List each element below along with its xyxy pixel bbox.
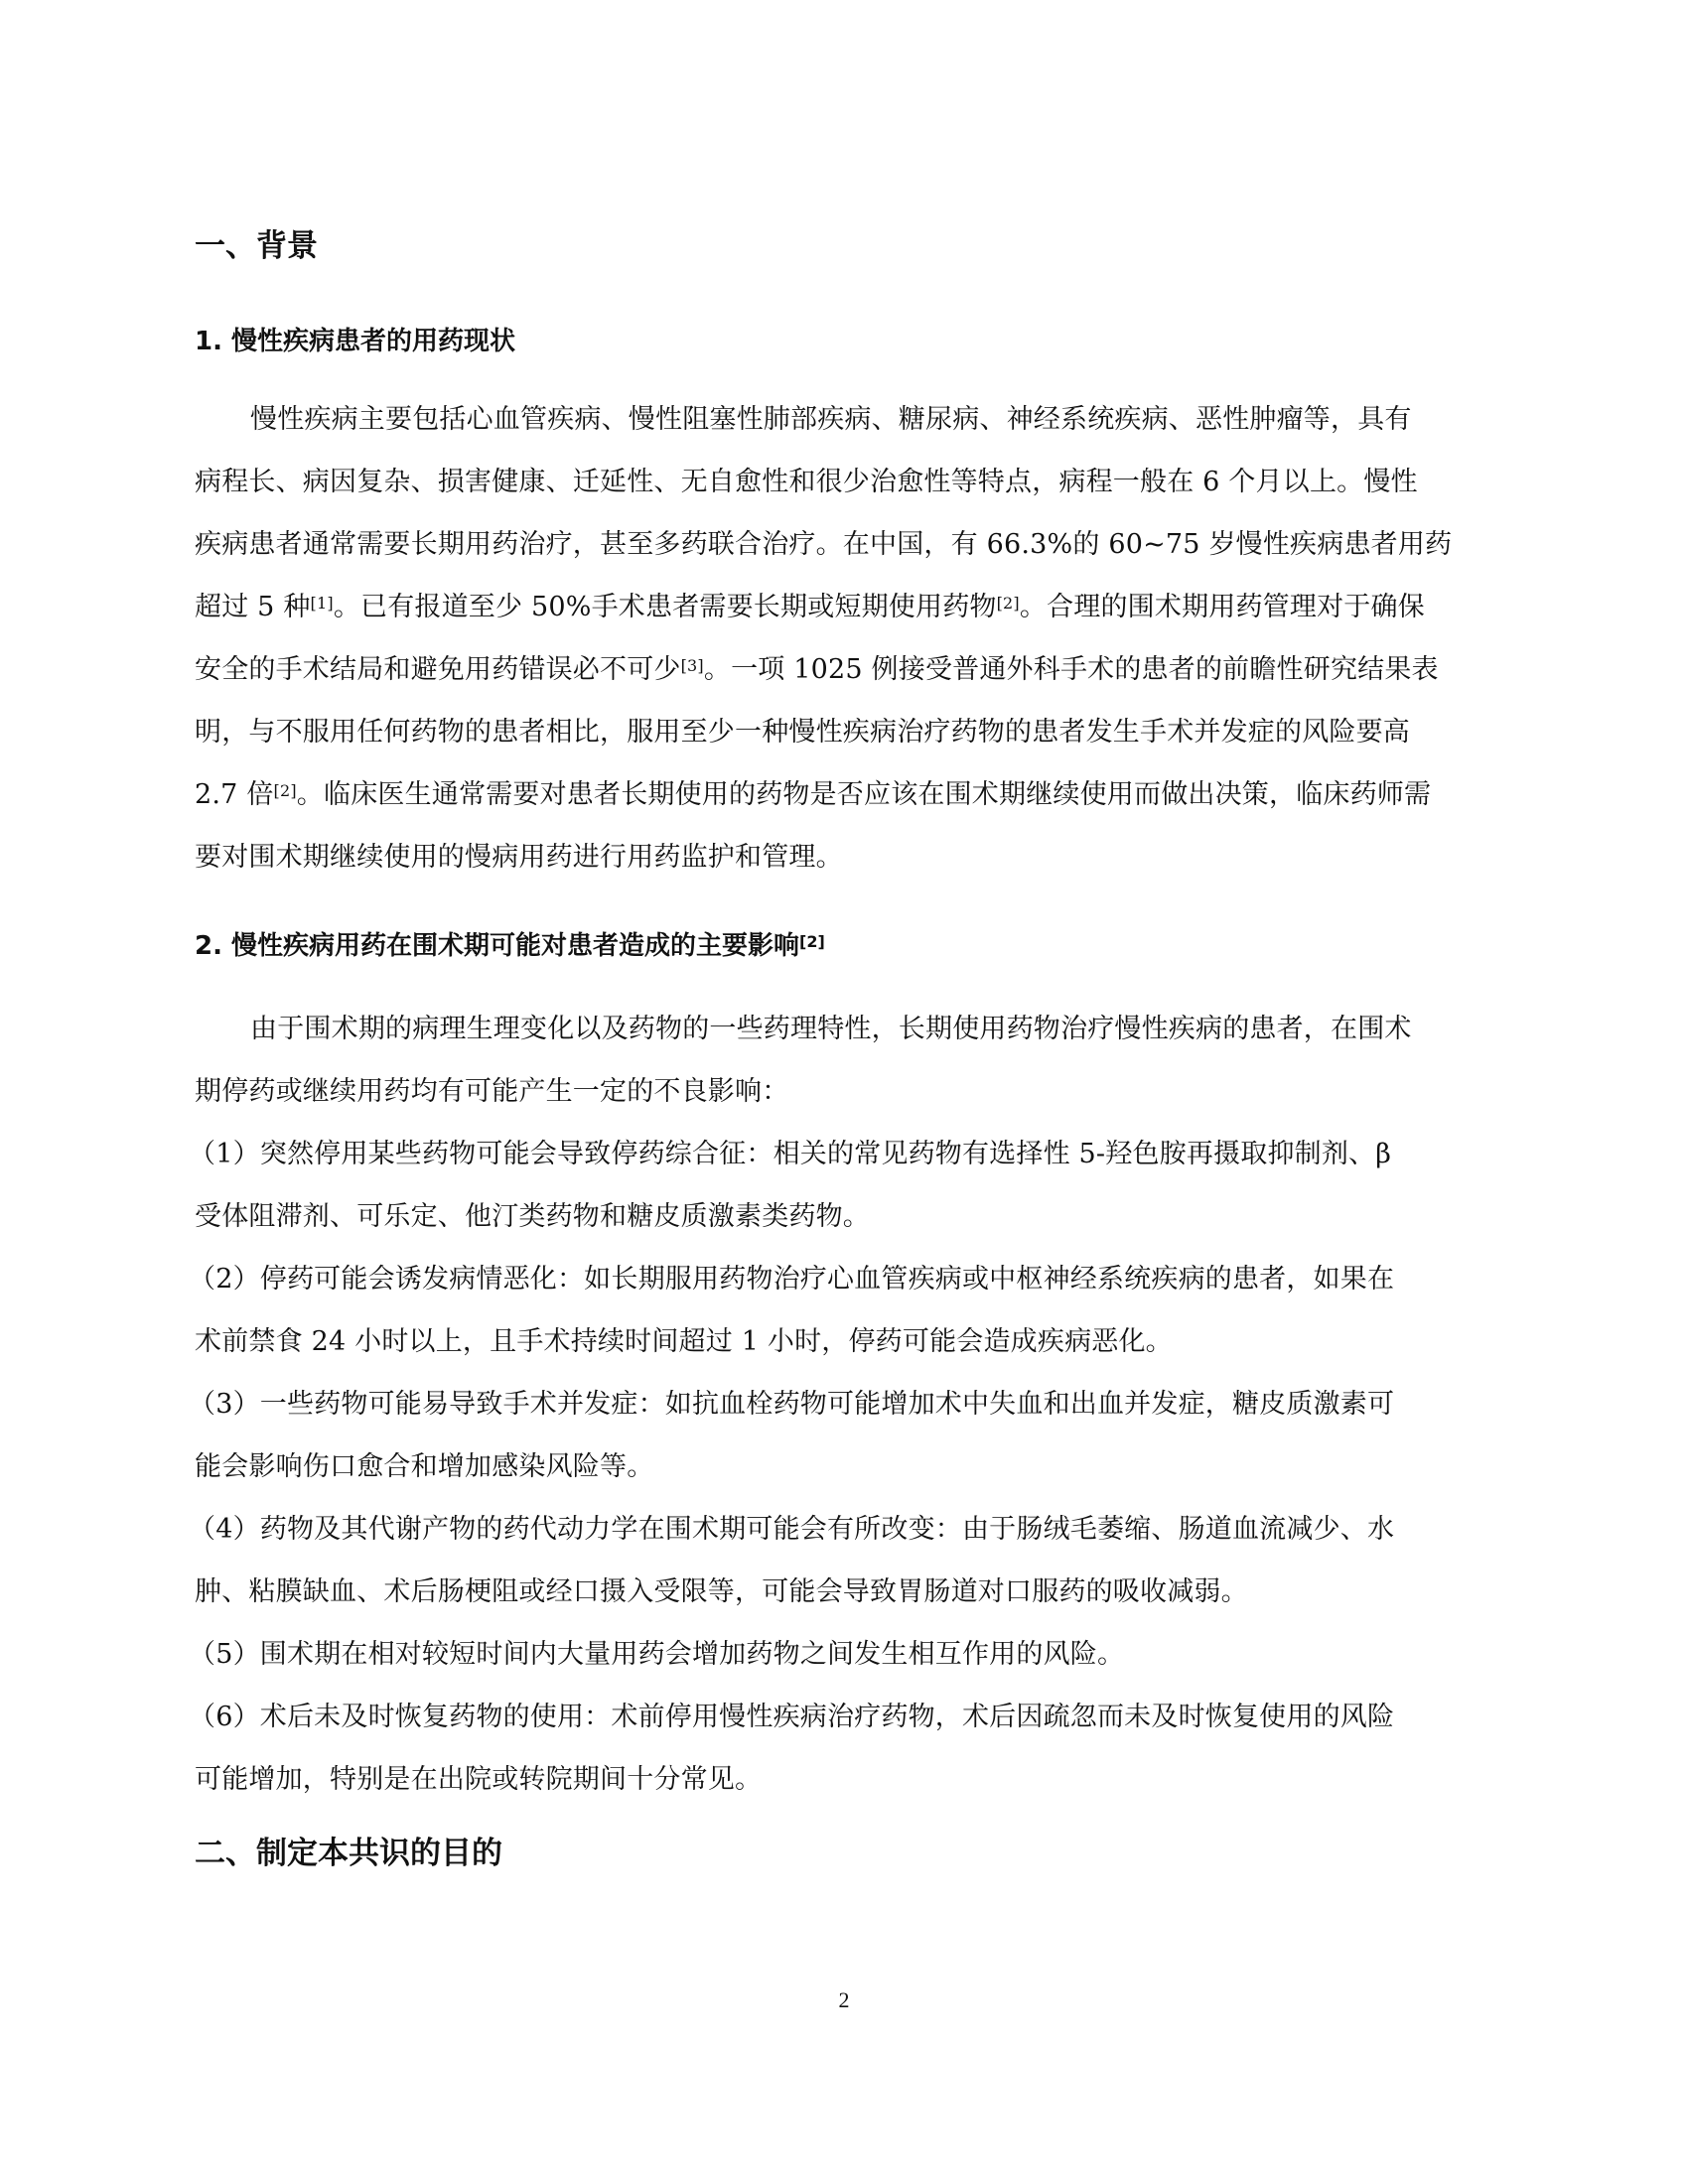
citation-ref: [2] bbox=[799, 932, 825, 951]
list-item-line: （6）术后未及时恢复药物的使用：术前停用慢性疾病治疗药物，术后因疏忽而未及时恢复使用的风险 bbox=[189, 1702, 1395, 1732]
section-heading-purpose: 二、制定本共识的目的 bbox=[195, 1836, 502, 1871]
list-item-line: （3）一些药物可能易导致手术并发症：如抗血栓药物可能增加术中失血和出血并发症，糖皮质激素可 bbox=[189, 1389, 1395, 1420]
list-item-line: 肿、粘膜缺血、术后肠梗阻或经口摄入受限等，可能会导致胃肠道对口服药的吸收减弱。 bbox=[195, 1576, 1248, 1607]
list-item-line: 能会影响伤口愈合和增加感染风险等。 bbox=[195, 1451, 654, 1482]
list-item-line: （1）突然停用某些药物可能会导致停药综合征：相关的常见药物有选择性 5-羟色胺再摄取抑制剂、β bbox=[189, 1139, 1392, 1169]
paragraph-line: 期停药或继续用药均有可能产生一定的不良影响： bbox=[195, 1076, 789, 1107]
list-item-line: 术前禁食 24 小时以上，且手术持续时间超过 1 小时，停药可能会造成疾病恶化。 bbox=[195, 1326, 1173, 1357]
paragraph-line: 病程长、病因复杂、损害健康、迁延性、无自愈性和很少治愈性等特点，病程一般在 6 个月以上。慢性 bbox=[195, 467, 1418, 497]
text-segment: 。临床医生通常需要对患者长期使用的药物是否应该在围术期继续使用而做出决策，临床药师需 bbox=[296, 779, 1432, 810]
citation-ref: [3] bbox=[680, 656, 704, 675]
paragraph-line: 慢性疾病主要包括心血管疾病、慢性阻塞性肺部疾病、糖尿病、神经系统疾病、恶性肿瘤等，具有 bbox=[250, 404, 1412, 435]
paragraph-line: 明，与不服用任何药物的患者相比，服用至少一种慢性疾病治疗药物的患者发生手术并发症的风险要高 bbox=[195, 717, 1410, 748]
text-segment: 。一项 1025 例接受普通外科手术的患者的前瞻性研究结果表 bbox=[703, 654, 1439, 685]
paragraph-line bbox=[195, 652, 1439, 688]
paragraph-line bbox=[195, 590, 1425, 625]
list-item-line: 可能增加，特别是在出院或转院期间十分常见。 bbox=[195, 1764, 763, 1795]
citation-ref: [2] bbox=[996, 594, 1020, 613]
list-item-line: （2）停药可能会诱发病情恶化：如长期服用药物治疗心血管疾病或中枢神经系统疾病的患者，如果在 bbox=[189, 1264, 1395, 1295]
citation-ref: [2] bbox=[273, 781, 297, 800]
paragraph-line: 由于围术期的病理生理变化以及药物的一些药理特性，长期使用药物治疗慢性疾病的患者，在围术 bbox=[250, 1014, 1412, 1044]
subsection-heading-medication-status: 1. 慢性疾病患者的用药现状 bbox=[195, 327, 516, 356]
text-segment: 安全的手术结局和避免用药错误必不可少 bbox=[195, 654, 681, 685]
subsection-heading-perioperative-effects bbox=[195, 928, 825, 964]
heading-text: 2. 慢性疾病用药在围术期可能对患者造成的主要影响 bbox=[195, 931, 800, 961]
list-item-line: （5）围术期在相对较短时间内大量用药会增加药物之间发生相互作用的风险。 bbox=[189, 1639, 1125, 1670]
paragraph-line bbox=[195, 777, 1431, 813]
list-item-line: 受体阻滞剂、可乐定、他汀类药物和糖皮质激素类药物。 bbox=[195, 1201, 870, 1232]
citation-ref: [1] bbox=[310, 594, 334, 613]
page-number: 2 bbox=[838, 1987, 850, 2012]
paragraph-line: 疾病患者通常需要长期用药治疗，甚至多药联合治疗。在中国，有 66.3%的 60~75 岁慢性疾病患者用药 bbox=[195, 529, 1453, 560]
section-heading-background: 一、背景 bbox=[195, 228, 318, 264]
paragraph-line: 要对围术期继续使用的慢病用药进行用药监护和管理。 bbox=[195, 842, 843, 873]
text-segment: 超过 5 种 bbox=[195, 592, 311, 622]
text-segment: 2.7 倍 bbox=[195, 779, 274, 810]
text-segment: 。已有报道至少 50%手术患者需要长期或短期使用药物 bbox=[333, 592, 997, 622]
list-item-line: （4）药物及其代谢产物的药代动力学在围术期可能会有所改变：由于肠绒毛萎缩、肠道血流减少、水 bbox=[189, 1514, 1395, 1545]
text-segment: 。合理的围术期用药管理对于确保 bbox=[1019, 592, 1425, 622]
